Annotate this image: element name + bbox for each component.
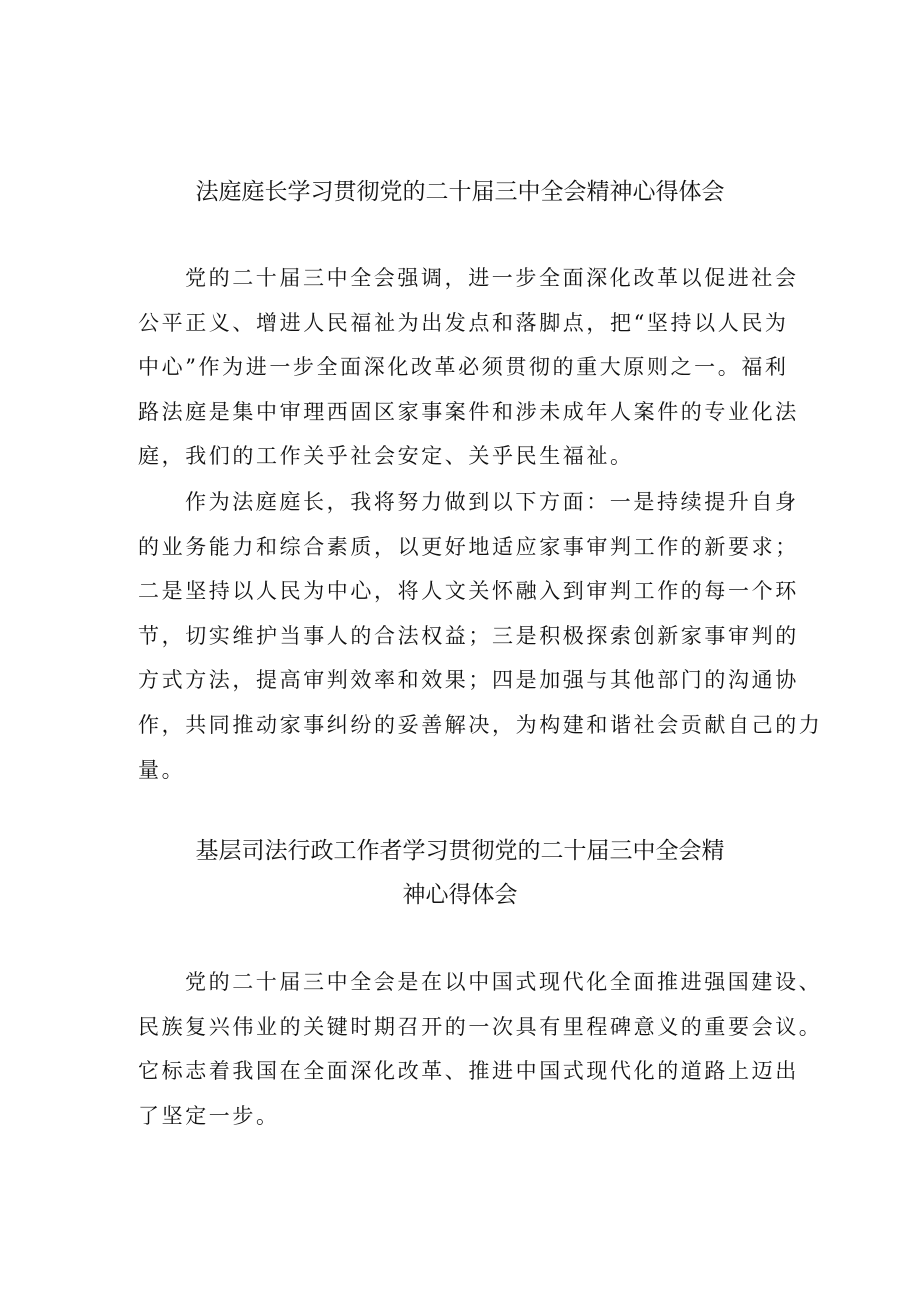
text-line: 的业务能力和综合素质，以更好地适应家事审判工作的新要求； (138, 534, 799, 559)
article1-paragraph2 (138, 480, 823, 792)
article1-title-text: 法庭庭长学习贯彻党的二十届三中全会精神心得体会 (195, 179, 725, 205)
text-line: 节，切实维护当事人的合法权益；三是积极探索创新家事审判的 (138, 623, 799, 648)
text-line: 路法庭是集中审理西固区家事案件和涉未成年人案件的专业化法 (138, 399, 799, 424)
text-line: 作，共同推动家事纠纷的妥善解决，为构建和谐社会贡献自己的力 (138, 712, 823, 737)
article1-title (130, 170, 790, 214)
text-line: 党的二十届三中全会是在以中国式现代化全面推进强国建设、 (185, 970, 823, 994)
article2-title-line: 神心得体会 (402, 882, 518, 908)
text-line: 方式方法，提高审判效率和效果；四是加强与其他部门的沟通协 (138, 668, 799, 693)
article1-paragraph1 (138, 256, 799, 479)
text-line: 作为法庭庭长，我将努力做到以下方面：一是持续提升自身 (185, 490, 799, 514)
text-line: 它标志着我国在全面深化改革、推进中国式现代化的道路上迈出 (138, 1059, 799, 1084)
article2-title (130, 829, 790, 917)
text-line: 民族复兴伟业的关键时期召开的一次具有里程碑意义的重要会议。 (138, 1014, 823, 1039)
text-line: 党的二十届三中全会强调，进一步全面深化改革以促进社会 (185, 266, 799, 290)
text-line: 庭，我们的工作关乎社会安定、关乎民生福祉。 (138, 444, 634, 469)
text-line: 中心”作为进一步全面深化改革必须贯彻的重大原则之一。福利 (138, 355, 789, 380)
article2-paragraph1 (138, 960, 823, 1138)
text-line: 二是坚持以人民为中心，将人文关怀融入到审判工作的每一个环 (138, 579, 799, 604)
text-line: 公平正义、增进人民福祉为出发点和落脚点，把“坚持以人民为 (138, 310, 789, 335)
text-line: 量。 (138, 757, 186, 782)
text-line: 了坚定一步。 (138, 1103, 280, 1128)
article2-title-line: 基层司法行政工作者学习贯彻党的二十届三中全会精 (195, 838, 725, 864)
